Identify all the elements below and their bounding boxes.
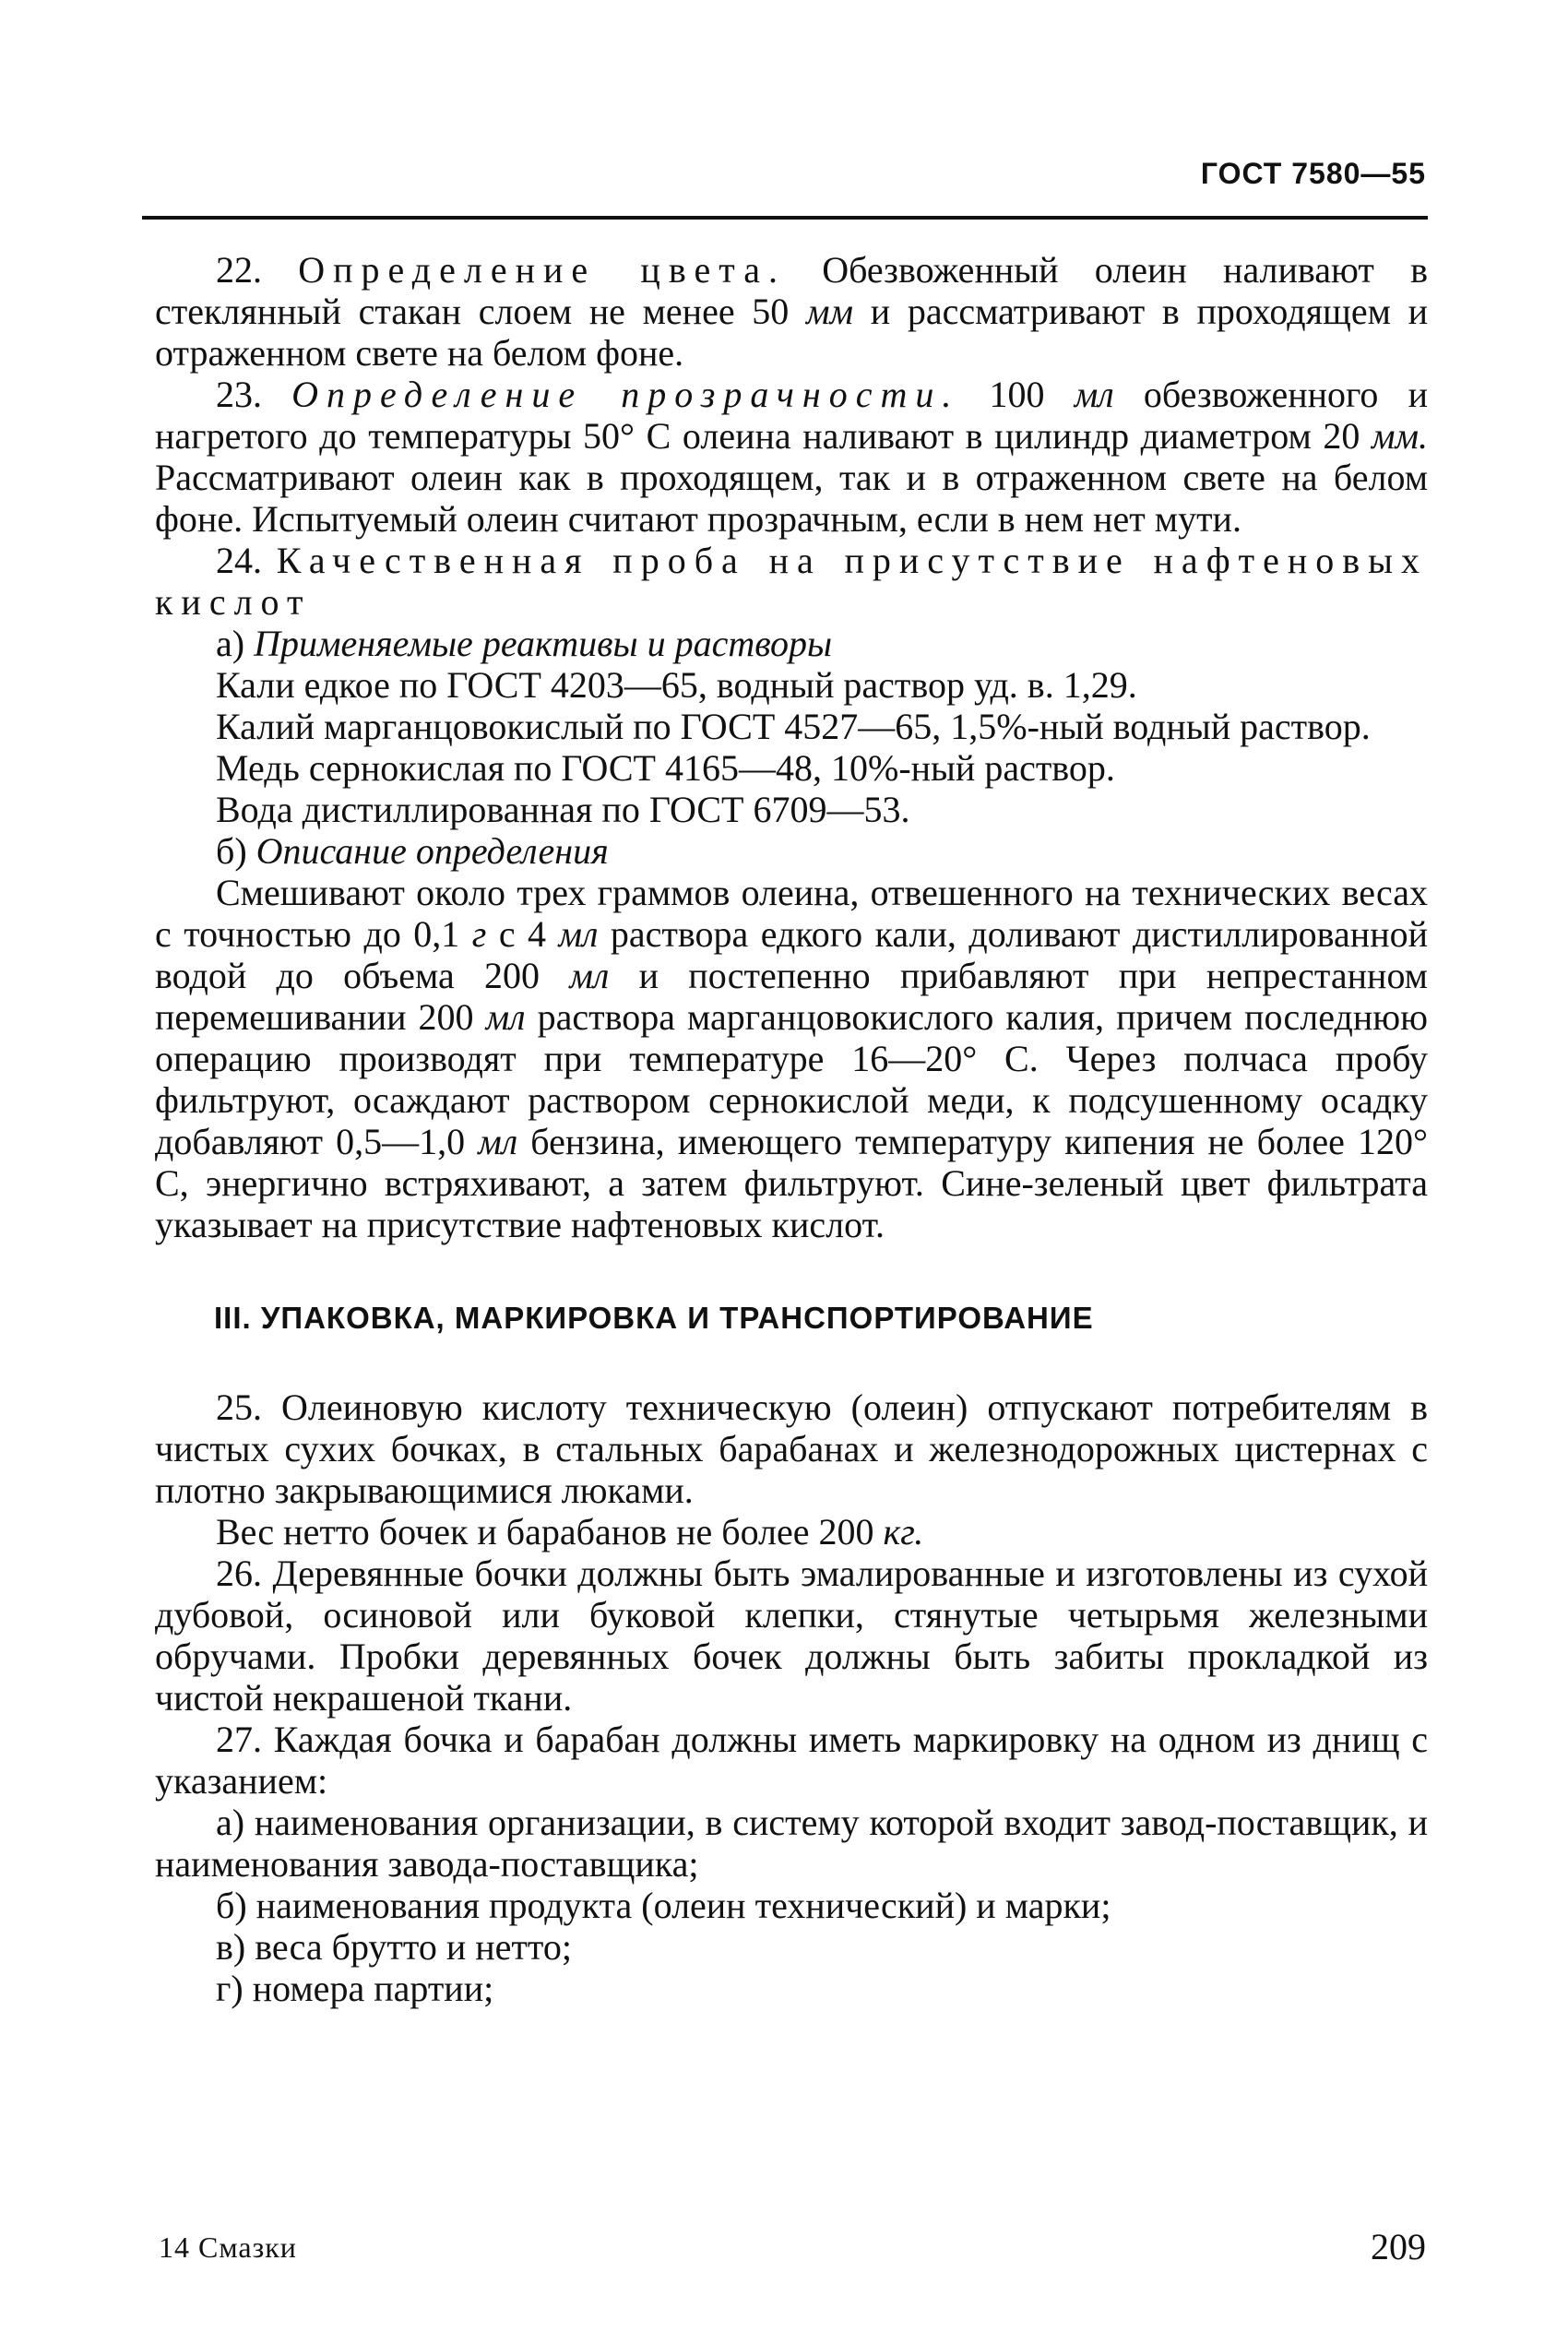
unit: мм <box>806 291 854 332</box>
paragraph-23 <box>155 374 1428 540</box>
paragraph-text: Смешивают около трех граммов олеина, отвешенного на технических весах с точностью до 0,1 <box>155 872 1428 955</box>
marking-item-b: б) наименования продукта (олеин технический) и марки; <box>216 1885 1111 1926</box>
unit: г <box>471 913 487 955</box>
paragraph-text: бензина, имеющего температуру кипения не более 120° С, энергично встряхивают, а затем фильтруют. Сине-зеленый цвет фильтрата указывает на присутствие нафтеновых кислот. <box>155 1121 1428 1245</box>
paragraph-text: Вес нетто бочек и барабанов не более 200 <box>216 1511 884 1553</box>
paragraph-text: обезвоженного и нагретого до температуры 50° С олеина наливают в цилиндр диаметром 20 <box>155 374 1429 457</box>
net-weight-line <box>155 1511 1428 1553</box>
paragraph-text: и постепенно прибавляют при непрестанном перемешивании 200 <box>155 955 1428 1038</box>
unit: кг. <box>883 1511 924 1553</box>
paragraph-number: 24. <box>216 540 277 581</box>
unit: мм. <box>1371 415 1428 457</box>
unit: мл <box>558 913 599 955</box>
subsection-a <box>155 623 1428 664</box>
running-title: ГОСТ 7580—55 <box>1200 157 1426 190</box>
reagent-line: Калий марганцовокислый по ГОСТ 4527—65, 1,5%-ный водный раствор. <box>216 706 1371 747</box>
page-body <box>155 249 1428 2009</box>
paragraph-text: с 4 <box>486 913 559 955</box>
subsection-prefix: а) <box>216 623 255 664</box>
paragraph-number: 22. <box>216 249 299 291</box>
unit: мл <box>1074 374 1114 415</box>
unit: мл <box>569 955 610 996</box>
reagent-line: Медь сернокислая по ГОСТ 4165—48, 10%-ный раствор. <box>216 747 1115 789</box>
procedure-description <box>155 872 1428 1245</box>
marking-item-a: а) наименования организации, в систему которой входит завод-поставщик, и наименования завода-поставщика; <box>155 1802 1428 1885</box>
reagent-line: Кали едкое по ГОСТ 4203—65, водный раствор уд. в. 1,29. <box>216 664 1137 706</box>
paragraph-number: 23. <box>216 374 292 415</box>
paragraph-26: 26. Деревянные бочки должны быть эмалированные и изготовлены из сухой дубовой, осиновой или буковой клепки, стянутые четырьмя железными обручами. Пробки деревянных бочек должны быть забиты прокладкой из чистой некрашеной ткани. <box>155 1553 1428 1719</box>
paragraph-text: 100 <box>959 374 1075 415</box>
paragraph-22 <box>155 249 1428 374</box>
unit: мл <box>485 996 526 1038</box>
paragraph-text: Обезвоженный олеин наливают в стеклянный стакан слоем не менее 50 <box>155 249 1428 332</box>
page-number: 209 <box>1371 2226 1426 2267</box>
paragraph-text: Рассматривают олеин как в проходящем, так и в отраженном свете на белом фоне. Испытуемый олеин считают прозрачным, если в нем нет мути. <box>155 457 1428 540</box>
paragraph-text: и рассматривают в проходящем и отраженном свете на белом фоне. <box>155 291 1428 374</box>
subsection-prefix: б) <box>216 830 256 872</box>
subsection-title: Применяемые реактивы и растворы <box>254 623 833 664</box>
unit: мл <box>478 1121 518 1162</box>
paragraph-25: 25. Олеиновую кислоту техническую (олеин) отпускают потребителям в чистых сухих бочках, в стальных барабанах и железнодорожных цистернах с плотно закрывающимися люками. <box>155 1386 1428 1511</box>
paragraph-text: раствора марганцовокислого калия, причем последнюю операцию производят при температуре 16—20° С. Через полчаса пробу фильтруют, осаждают раствором сернокислой меди, к подсушенному осадку добавляют 0,5—1,0 <box>155 996 1428 1162</box>
subsection-b <box>155 830 1428 872</box>
paragraph-title: Определение прозрачности. <box>291 374 960 415</box>
paragraph-title: Определение цвета. <box>298 249 786 291</box>
paragraph-27: 27. Каждая бочка и барабан должны иметь маркировку на одном из днищ с указанием: <box>155 1719 1428 1802</box>
header-rule <box>142 216 1428 220</box>
section-heading: III. УПАКОВКА, МАРКИРОВКА И ТРАНСПОРТИРОВАНИЕ <box>214 1301 1094 1335</box>
paragraph-text: раствора едкого кали, доливают дистиллированной водой до объема 200 <box>155 913 1429 996</box>
signature-mark: 14 Смазки <box>159 2231 297 2264</box>
subsection-title: Описание определения <box>255 830 609 872</box>
reagent-line: Вода дистиллированная по ГОСТ 6709—53. <box>216 789 910 830</box>
paragraph-title: Качественная проба на присутствие нафтеновых кислот <box>155 540 1429 623</box>
marking-item-c: в) веса брутто и нетто; <box>216 1926 572 1968</box>
marking-item-d: г) номера партии; <box>216 1968 494 2009</box>
paragraph-24 <box>155 540 1428 623</box>
